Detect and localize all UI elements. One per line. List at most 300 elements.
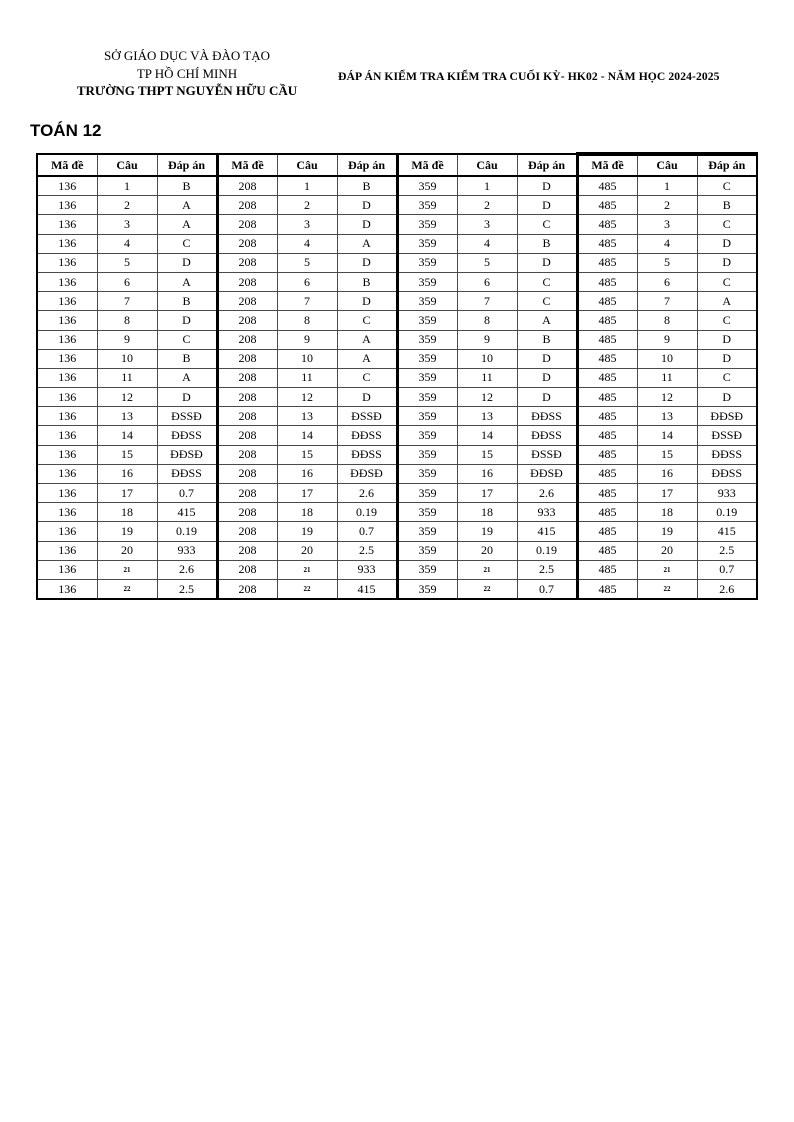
question-number-cell: 20 <box>637 541 697 560</box>
exam-code-cell: 485 <box>577 484 637 503</box>
answer-table-head <box>37 154 757 176</box>
exam-code-cell: 359 <box>397 426 457 445</box>
question-number-cell: 19 <box>97 522 157 541</box>
exam-code-cell: 359 <box>397 541 457 560</box>
question-number-cell: 9 <box>637 330 697 349</box>
question-number-cell: 6 <box>97 272 157 291</box>
exam-code-cell: 485 <box>577 330 637 349</box>
column-header-question-g4: Câu <box>637 154 697 176</box>
answer-row <box>37 349 757 368</box>
answer-cell: 933 <box>337 560 397 579</box>
subject-title: TOÁN 12 <box>30 121 102 140</box>
question-number-cell: 1 <box>277 176 337 196</box>
question-number-cell: 13 <box>97 407 157 426</box>
answer-cell: A <box>157 368 217 387</box>
answer-cell: ĐĐSĐ <box>157 445 217 464</box>
answer-cell: 933 <box>697 484 757 503</box>
exam-code-cell: 359 <box>397 388 457 407</box>
question-number-cell: 5 <box>457 253 517 272</box>
exam-code-cell: 136 <box>37 484 97 503</box>
answer-row <box>37 560 757 579</box>
question-number-cell: 15 <box>457 445 517 464</box>
exam-code-cell: 208 <box>217 426 277 445</box>
question-number-cell: 22 <box>277 579 337 599</box>
answer-row <box>37 388 757 407</box>
question-number-cell: 17 <box>637 484 697 503</box>
question-number-cell: 2 <box>637 196 697 215</box>
question-number-cell: 18 <box>277 503 337 522</box>
question-number-cell: 11 <box>97 368 157 387</box>
exam-code-cell: 208 <box>217 253 277 272</box>
answer-cell: 415 <box>697 522 757 541</box>
exam-code-cell: 485 <box>577 445 637 464</box>
exam-code-cell: 208 <box>217 522 277 541</box>
exam-code-cell: 359 <box>397 407 457 426</box>
question-number-cell: 6 <box>277 272 337 291</box>
exam-code-cell: 359 <box>397 464 457 483</box>
question-number-cell: 21 <box>277 560 337 579</box>
question-number-cell: 9 <box>277 330 337 349</box>
exam-code-cell: 485 <box>577 464 637 483</box>
answer-row <box>37 272 757 291</box>
department-name: SỞ GIÁO DỤC VÀ ĐÀO TẠO <box>104 48 270 63</box>
exam-code-cell: 208 <box>217 388 277 407</box>
answer-row <box>37 330 757 349</box>
answer-cell: 415 <box>517 522 577 541</box>
answer-cell: ĐĐSS <box>337 426 397 445</box>
question-number-cell: 7 <box>277 292 337 311</box>
answer-cell: D <box>697 330 757 349</box>
column-header-answer-g1: Đáp án <box>157 154 217 176</box>
answer-cell: D <box>337 215 397 234</box>
exam-code-cell: 485 <box>577 311 637 330</box>
question-number-cell: 12 <box>277 388 337 407</box>
exam-code-cell: 208 <box>217 407 277 426</box>
answer-cell: D <box>337 292 397 311</box>
column-header-code-g1: Mã đề <box>37 154 97 176</box>
exam-code-cell: 485 <box>577 176 637 196</box>
question-number-cell: 1 <box>97 176 157 196</box>
answer-row <box>37 522 757 541</box>
question-number-cell: 2 <box>457 196 517 215</box>
question-number-cell: 12 <box>457 388 517 407</box>
exam-code-cell: 485 <box>577 541 637 560</box>
answer-cell: D <box>157 311 217 330</box>
question-number-cell: 14 <box>457 426 517 445</box>
answer-cell: D <box>337 196 397 215</box>
question-number-cell: 4 <box>637 234 697 253</box>
question-number-cell: 18 <box>637 503 697 522</box>
answer-cell: 2.6 <box>337 484 397 503</box>
answer-cell: C <box>337 368 397 387</box>
exam-code-cell: 136 <box>37 579 97 599</box>
answer-cell: 0.19 <box>157 522 217 541</box>
exam-code-cell: 485 <box>577 196 637 215</box>
answer-row <box>37 253 757 272</box>
exam-code-cell: 485 <box>577 579 637 599</box>
exam-code-cell: 359 <box>397 272 457 291</box>
question-number-cell: 21 <box>457 560 517 579</box>
answer-cell: A <box>157 215 217 234</box>
question-number-cell: 22 <box>457 579 517 599</box>
exam-code-cell: 136 <box>37 311 97 330</box>
exam-code-cell: 359 <box>397 522 457 541</box>
question-number-cell: 15 <box>97 445 157 464</box>
answer-row <box>37 292 757 311</box>
column-header-question-g1: Câu <box>97 154 157 176</box>
answer-cell: C <box>157 330 217 349</box>
question-number-cell: 8 <box>97 311 157 330</box>
answer-cell: B <box>517 330 577 349</box>
answer-cell: 0.7 <box>337 522 397 541</box>
city-name: TP HỒ CHÍ MINH <box>136 65 238 81</box>
question-number-cell: 19 <box>637 522 697 541</box>
answer-cell: D <box>517 349 577 368</box>
exam-code-cell: 136 <box>37 388 97 407</box>
question-number-cell: 14 <box>277 426 337 445</box>
column-header-answer-g4: Đáp án <box>697 154 757 176</box>
question-number-cell: 18 <box>97 503 157 522</box>
exam-code-cell: 485 <box>577 234 637 253</box>
exam-code-cell: 208 <box>217 464 277 483</box>
answer-cell: 2.6 <box>157 560 217 579</box>
answer-cell: ĐĐSĐ <box>517 464 577 483</box>
question-number-cell: 11 <box>637 368 697 387</box>
answer-cell: C <box>517 215 577 234</box>
exam-code-cell: 359 <box>397 215 457 234</box>
answer-row <box>37 426 757 445</box>
answer-cell: ĐĐSS <box>157 464 217 483</box>
answer-cell: C <box>517 272 577 291</box>
exam-code-cell: 359 <box>397 196 457 215</box>
exam-code-cell: 136 <box>37 560 97 579</box>
answer-cell: C <box>517 292 577 311</box>
answer-cell: A <box>337 234 397 253</box>
exam-code-cell: 208 <box>217 330 277 349</box>
answer-cell: B <box>157 292 217 311</box>
question-number-cell: 13 <box>277 407 337 426</box>
question-number-cell: 20 <box>97 541 157 560</box>
exam-code-cell: 136 <box>37 234 97 253</box>
exam-code-cell: 359 <box>397 176 457 196</box>
exam-code-cell: 208 <box>217 368 277 387</box>
question-number-cell: 5 <box>97 253 157 272</box>
answer-cell: D <box>697 234 757 253</box>
exam-code-cell: 136 <box>37 407 97 426</box>
question-number-cell: 7 <box>457 292 517 311</box>
exam-code-cell: 359 <box>397 330 457 349</box>
question-number-cell: 16 <box>277 464 337 483</box>
school-header <box>56 47 318 100</box>
answer-cell: A <box>337 330 397 349</box>
exam-code-cell: 136 <box>37 215 97 234</box>
answer-cell: D <box>157 388 217 407</box>
exam-code-cell: 136 <box>37 292 97 311</box>
question-number-cell: 4 <box>277 234 337 253</box>
question-number-cell: 6 <box>457 272 517 291</box>
exam-code-cell: 485 <box>577 388 637 407</box>
exam-code-cell: 359 <box>397 560 457 579</box>
answer-cell: ĐSSĐ <box>697 426 757 445</box>
answer-cell: 933 <box>157 541 217 560</box>
question-number-cell: 16 <box>637 464 697 483</box>
exam-code-cell: 208 <box>217 215 277 234</box>
answer-cell: B <box>157 349 217 368</box>
question-number-cell: 2 <box>277 196 337 215</box>
exam-code-cell: 208 <box>217 503 277 522</box>
exam-code-cell: 136 <box>37 541 97 560</box>
answer-cell: D <box>517 368 577 387</box>
question-number-cell: 19 <box>277 522 337 541</box>
exam-code-cell: 136 <box>37 464 97 483</box>
answer-row <box>37 368 757 387</box>
answer-cell: A <box>157 272 217 291</box>
answer-cell: A <box>697 292 757 311</box>
column-header-question-g3: Câu <box>457 154 517 176</box>
column-header-code-g2: Mã đề <box>217 154 277 176</box>
answer-cell: ĐĐSĐ <box>697 407 757 426</box>
question-number-cell: 10 <box>277 349 337 368</box>
column-header-code-g4: Mã đề <box>577 154 637 176</box>
exam-code-cell: 208 <box>217 311 277 330</box>
question-number-cell: 16 <box>457 464 517 483</box>
answer-cell: A <box>157 196 217 215</box>
exam-code-cell: 208 <box>217 196 277 215</box>
answer-cell: ĐĐSS <box>517 407 577 426</box>
answer-cell: ĐĐSS <box>697 464 757 483</box>
exam-code-cell: 208 <box>217 484 277 503</box>
exam-code-cell: 208 <box>217 445 277 464</box>
question-number-cell: 15 <box>637 445 697 464</box>
answer-row <box>37 407 757 426</box>
exam-code-cell: 136 <box>37 272 97 291</box>
answer-cell: 0.19 <box>517 541 577 560</box>
answer-cell: ĐSSĐ <box>517 445 577 464</box>
answer-cell: C <box>697 215 757 234</box>
question-number-cell: 14 <box>97 426 157 445</box>
answer-cell: D <box>337 388 397 407</box>
answer-cell: B <box>337 272 397 291</box>
question-number-cell: 8 <box>637 311 697 330</box>
answer-row <box>37 503 757 522</box>
answer-row <box>37 176 757 196</box>
exam-code-cell: 136 <box>37 426 97 445</box>
answer-cell: D <box>697 388 757 407</box>
exam-code-cell: 208 <box>217 579 277 599</box>
exam-code-cell: 208 <box>217 541 277 560</box>
exam-code-cell: 208 <box>217 292 277 311</box>
question-number-cell: 14 <box>637 426 697 445</box>
answer-cell: 2.5 <box>157 579 217 599</box>
question-number-cell: 22 <box>637 579 697 599</box>
question-number-cell: 5 <box>637 253 697 272</box>
answer-cell: 0.7 <box>697 560 757 579</box>
question-number-cell: 17 <box>457 484 517 503</box>
question-number-cell: 8 <box>277 311 337 330</box>
answer-cell: C <box>697 176 757 196</box>
answer-cell: 415 <box>157 503 217 522</box>
question-number-cell: 19 <box>457 522 517 541</box>
question-number-cell: 1 <box>457 176 517 196</box>
exam-code-cell: 136 <box>37 368 97 387</box>
question-number-cell: 22 <box>97 579 157 599</box>
answer-row <box>37 579 757 599</box>
answer-cell: ĐĐSS <box>697 445 757 464</box>
answer-key-table <box>36 152 758 600</box>
question-number-cell: 16 <box>97 464 157 483</box>
exam-code-cell: 359 <box>397 503 457 522</box>
answer-cell: ĐĐSS <box>157 426 217 445</box>
answer-cell: B <box>157 176 217 196</box>
exam-code-cell: 136 <box>37 445 97 464</box>
answer-row <box>37 484 757 503</box>
question-number-cell: 20 <box>277 541 337 560</box>
question-number-cell: 7 <box>97 292 157 311</box>
exam-code-cell: 359 <box>397 311 457 330</box>
question-number-cell: 21 <box>637 560 697 579</box>
exam-code-cell: 485 <box>577 272 637 291</box>
question-number-cell: 5 <box>277 253 337 272</box>
header-row <box>37 154 757 176</box>
answer-cell: C <box>157 234 217 253</box>
question-number-cell: 13 <box>457 407 517 426</box>
answer-row <box>37 445 757 464</box>
exam-code-cell: 485 <box>577 426 637 445</box>
answer-cell: 0.19 <box>697 503 757 522</box>
school-name: TRƯỜNG THPT NGUYỄN HỮU CẦU <box>76 83 298 98</box>
answer-cell: B <box>697 196 757 215</box>
answer-cell: ĐĐSS <box>517 426 577 445</box>
question-number-cell: 10 <box>97 349 157 368</box>
answer-cell: D <box>697 349 757 368</box>
document-title: ĐÁP ÁN KIỂM TRA KIỂM TRA CUỐI KỲ- HK02 - NĂM HỌC 2024-2025 <box>338 70 720 83</box>
exam-code-cell: 208 <box>217 272 277 291</box>
answer-cell: D <box>517 176 577 196</box>
exam-code-cell: 359 <box>397 292 457 311</box>
exam-code-cell: 208 <box>217 176 277 196</box>
question-number-cell: 17 <box>277 484 337 503</box>
answer-cell: C <box>337 311 397 330</box>
question-number-cell: 4 <box>457 234 517 253</box>
question-number-cell: 10 <box>637 349 697 368</box>
column-header-code-g3: Mã đề <box>397 154 457 176</box>
answer-cell: B <box>337 176 397 196</box>
exam-code-cell: 359 <box>397 445 457 464</box>
answer-cell: ĐSSĐ <box>157 407 217 426</box>
exam-code-cell: 359 <box>397 253 457 272</box>
column-header-answer-g2: Đáp án <box>337 154 397 176</box>
answer-cell: 933 <box>517 503 577 522</box>
answer-cell: 2.6 <box>517 484 577 503</box>
exam-code-cell: 359 <box>397 349 457 368</box>
exam-code-cell: 359 <box>397 234 457 253</box>
exam-code-cell: 485 <box>577 368 637 387</box>
answer-cell: C <box>697 368 757 387</box>
answer-cell: A <box>337 349 397 368</box>
answer-cell: 415 <box>337 579 397 599</box>
answer-cell: D <box>517 253 577 272</box>
answer-cell: 0.19 <box>337 503 397 522</box>
exam-code-cell: 485 <box>577 503 637 522</box>
column-header-answer-g3: Đáp án <box>517 154 577 176</box>
question-number-cell: 1 <box>637 176 697 196</box>
exam-code-cell: 485 <box>577 522 637 541</box>
exam-code-cell: 485 <box>577 349 637 368</box>
answer-cell: ĐSSĐ <box>337 407 397 426</box>
column-header-question-g2: Câu <box>277 154 337 176</box>
answer-row <box>37 215 757 234</box>
exam-code-cell: 136 <box>37 522 97 541</box>
answer-cell: D <box>337 253 397 272</box>
answer-cell: C <box>697 272 757 291</box>
exam-code-cell: 359 <box>397 368 457 387</box>
question-number-cell: 3 <box>97 215 157 234</box>
exam-code-cell: 485 <box>577 292 637 311</box>
question-number-cell: 9 <box>457 330 517 349</box>
question-number-cell: 8 <box>457 311 517 330</box>
answer-table-body <box>37 176 757 599</box>
question-number-cell: 3 <box>277 215 337 234</box>
answer-cell: 2.5 <box>517 560 577 579</box>
question-number-cell: 6 <box>637 272 697 291</box>
question-number-cell: 12 <box>97 388 157 407</box>
exam-code-cell: 485 <box>577 560 637 579</box>
exam-code-cell: 136 <box>37 253 97 272</box>
exam-code-cell: 208 <box>217 349 277 368</box>
question-number-cell: 21 <box>97 560 157 579</box>
answer-row <box>37 196 757 215</box>
answer-cell: 0.7 <box>517 579 577 599</box>
exam-code-cell: 359 <box>397 484 457 503</box>
exam-code-cell: 136 <box>37 196 97 215</box>
question-number-cell: 10 <box>457 349 517 368</box>
exam-code-cell: 136 <box>37 330 97 349</box>
question-number-cell: 3 <box>457 215 517 234</box>
answer-cell: ĐĐSĐ <box>337 464 397 483</box>
answer-cell: ĐĐSS <box>337 445 397 464</box>
question-number-cell: 4 <box>97 234 157 253</box>
answer-cell: D <box>517 196 577 215</box>
question-number-cell: 9 <box>97 330 157 349</box>
question-number-cell: 11 <box>457 368 517 387</box>
answer-row <box>37 464 757 483</box>
answer-cell: 0.7 <box>157 484 217 503</box>
answer-row <box>37 311 757 330</box>
exam-code-cell: 208 <box>217 560 277 579</box>
exam-code-cell: 208 <box>217 234 277 253</box>
answer-cell: A <box>517 311 577 330</box>
exam-code-cell: 485 <box>577 407 637 426</box>
question-number-cell: 12 <box>637 388 697 407</box>
question-number-cell: 20 <box>457 541 517 560</box>
exam-code-cell: 359 <box>397 579 457 599</box>
answer-cell: C <box>697 311 757 330</box>
answer-cell: D <box>517 388 577 407</box>
answer-row <box>37 234 757 253</box>
question-number-cell: 2 <box>97 196 157 215</box>
question-number-cell: 11 <box>277 368 337 387</box>
question-number-cell: 13 <box>637 407 697 426</box>
answer-cell: B <box>517 234 577 253</box>
exam-code-cell: 485 <box>577 253 637 272</box>
question-number-cell: 18 <box>457 503 517 522</box>
answer-row <box>37 541 757 560</box>
question-number-cell: 7 <box>637 292 697 311</box>
answer-cell: 2.5 <box>337 541 397 560</box>
question-number-cell: 17 <box>97 484 157 503</box>
answer-cell: 2.5 <box>697 541 757 560</box>
answer-cell: 2.6 <box>697 579 757 599</box>
